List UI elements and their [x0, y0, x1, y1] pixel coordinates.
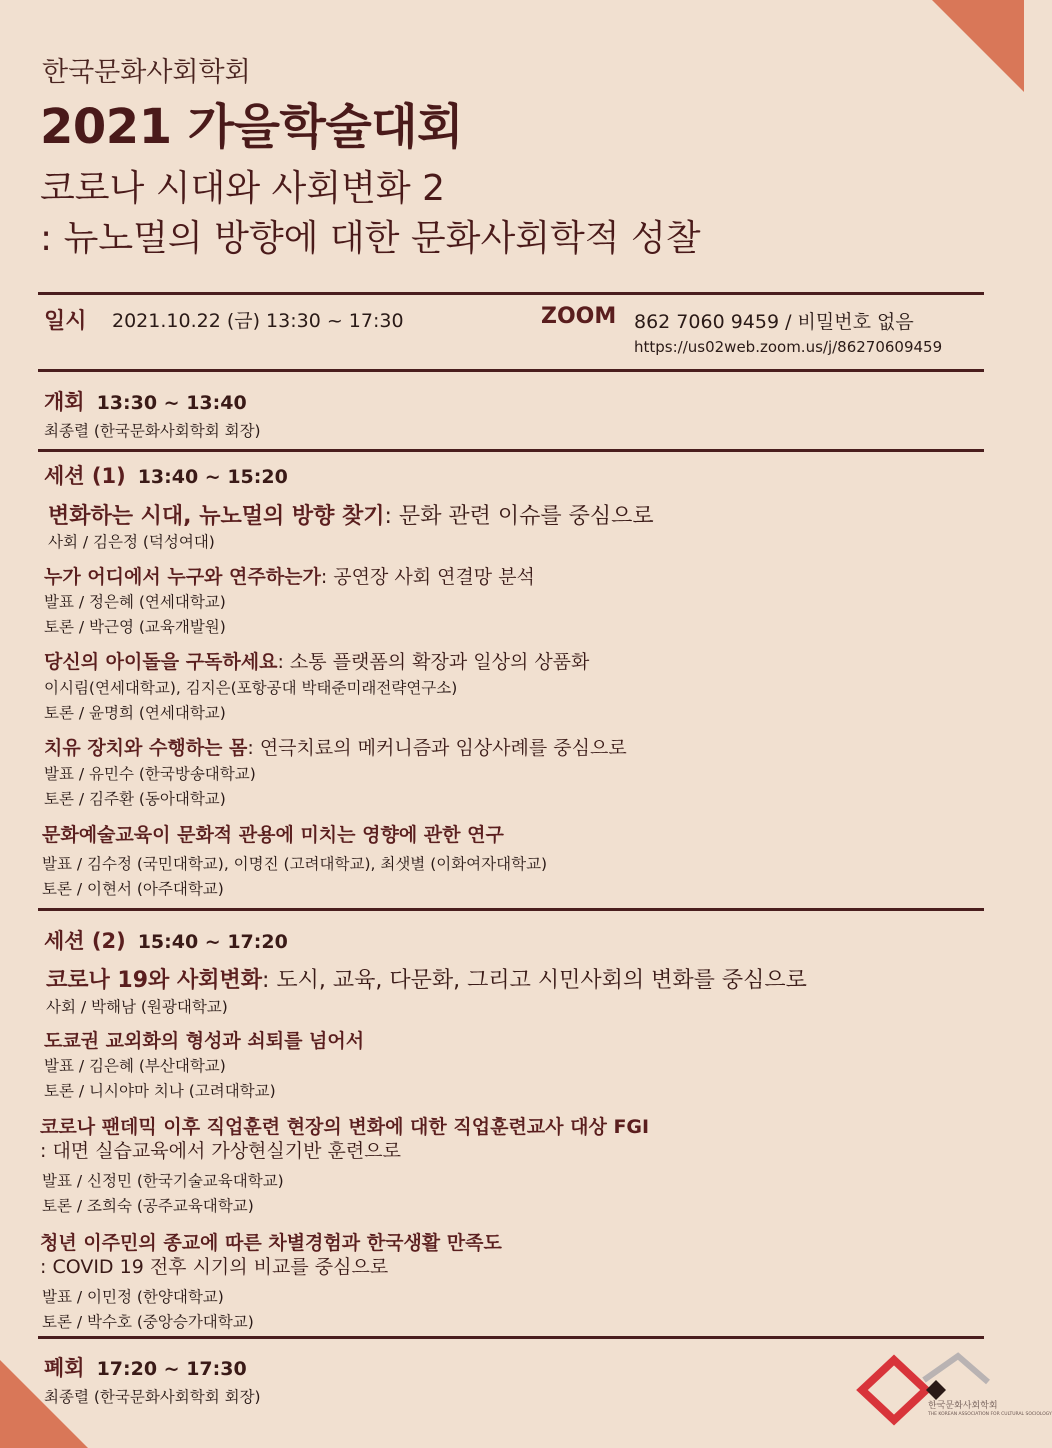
logo-grey-roof — [924, 1356, 988, 1382]
talk-title: 청년 이주민의 종교에 따른 차별경험과 한국생활 만족도 — [40, 1232, 502, 1254]
talk-title: 코로나 19와 사회변화 — [46, 968, 262, 993]
session2-talk-3-subtitle: : 대면 실습교육에서 가상현실기반 훈련으로 — [40, 1140, 401, 1162]
session2-talk-3-title — [40, 1112, 649, 1139]
divider — [38, 292, 984, 295]
talk-subtitle: : 공연장 사회 연결망 분석 — [320, 566, 535, 588]
org-name: 한국문화사회학회 — [42, 57, 251, 88]
talk-title: 치유 장치와 수행하는 몸 — [44, 737, 248, 759]
society-logo — [858, 1352, 1008, 1432]
session2-talk-4-subtitle: : COVID 19 전후 시기의 비교를 중심으로 — [40, 1256, 389, 1278]
talk-person: 발표 / 신정민 (한국기술교육대학교) — [42, 1172, 284, 1190]
closing-person: 최종렬 (한국문화사회학회 회장) — [44, 1388, 261, 1406]
talk-person: 토론 / 니시야마 치나 (고려대학교) — [44, 1082, 276, 1100]
closing-time: 17:20 ~ 17:30 — [96, 1358, 247, 1380]
talk-title: 코로나 팬데믹 이후 직업훈련 현장의 변화에 대한 직업훈련교사 대상 FGI — [40, 1116, 650, 1138]
opening-heading — [44, 386, 247, 416]
subtitle-line-2: : 뉴노멀의 방향에 대한 문화사회학적 성찰 — [40, 218, 701, 259]
logo-name: 한국문화사회학회 — [928, 1401, 998, 1411]
talk-person: 토론 / 조희숙 (공주교육대학교) — [42, 1197, 254, 1215]
closing-label: 폐회 — [44, 1356, 85, 1380]
divider — [38, 1336, 984, 1339]
session2-talk-1-title — [46, 963, 807, 994]
talk-person: 이시림(연세대학교), 김지은(포항공대 박태준미래전략연구소) — [44, 679, 458, 697]
talk-person: 사회 / 박해남 (원광대학교) — [46, 998, 228, 1016]
logo-english: THE KOREAN ASSOCIATION FOR CULTURAL SOCIOLOGY — [928, 1412, 1052, 1417]
talk-person: 토론 / 박근영 (교육개발원) — [44, 618, 226, 636]
talk-subtitle: : 소통 플랫폼의 확장과 일상의 상품화 — [277, 651, 590, 673]
talk-title: 변화하는 시대, 뉴노멀의 방향 찾기 — [48, 504, 385, 529]
zoom-url-link[interactable]: https://us02web.zoom.us/j/86270609459 — [634, 338, 943, 356]
talk-title: 누가 어디에서 누구와 연주하는가 — [44, 566, 321, 588]
talk-person: 발표 / 김수정 (국민대학교), 이명진 (고려대학교), 최샛별 (이화여자대학교) — [42, 855, 548, 873]
session2-talk-2-title — [44, 1026, 364, 1053]
closing-heading — [44, 1352, 247, 1382]
talk-person: 토론 / 박수호 (중앙승가대학교) — [42, 1313, 254, 1331]
divider — [38, 369, 984, 372]
logo-dark-diamond — [926, 1380, 946, 1400]
logo-red-diamond — [862, 1360, 926, 1420]
talk-subtitle: : 도시, 교육, 다문화, 그리고 시민사회의 변화를 중심으로 — [261, 968, 807, 993]
session2-heading — [44, 925, 288, 955]
talk-person: 사회 / 김은정 (덕성여대) — [48, 533, 215, 551]
talk-person: 토론 / 윤명희 (연세대학교) — [44, 704, 226, 722]
zoom-meeting-id: 862 7060 9459 / 비밀번호 없음 — [634, 311, 914, 333]
talk-person: 토론 / 이현서 (아주대학교) — [42, 880, 224, 898]
divider — [38, 449, 984, 452]
date-label: 일시 — [44, 309, 87, 334]
talk-person: 발표 / 유민수 (한국방송대학교) — [44, 765, 256, 783]
session1-label: 세션 (1) — [44, 464, 126, 488]
page-title: 2021 가을학술대회 — [40, 99, 464, 155]
session2-label: 세션 (2) — [44, 929, 126, 953]
talk-person: 토론 / 김주환 (동아대학교) — [44, 790, 226, 808]
subtitle-line-1: 코로나 시대와 사회변화 2 — [40, 168, 445, 209]
opening-person: 최종렬 (한국문화사회학회 회장) — [44, 422, 261, 440]
opening-label: 개회 — [44, 390, 85, 414]
session1-talk-4-title — [44, 733, 627, 760]
talk-person: 발표 / 이민정 (한양대학교) — [42, 1288, 224, 1306]
session1-talk-5-title — [42, 820, 504, 847]
session1-time: 13:40 ~ 15:20 — [137, 466, 288, 488]
talk-title: 도쿄권 교외화의 형성과 쇠퇴를 넘어서 — [44, 1030, 365, 1052]
talk-person: 발표 / 김은혜 (부산대학교) — [44, 1057, 226, 1075]
opening-time: 13:30 ~ 13:40 — [96, 392, 247, 414]
talk-title: 문화예술교육이 문화적 관용에 미치는 영향에 관한 연구 — [42, 824, 504, 846]
talk-subtitle: : 연극치료의 메커니즘과 임상사례를 중심으로 — [247, 737, 627, 759]
session1-talk-1-title — [48, 499, 654, 530]
session1-talk-2-title — [44, 562, 535, 589]
talk-person: 발표 / 정은혜 (연세대학교) — [44, 593, 226, 611]
session1-heading — [44, 460, 288, 490]
zoom-label: ZOOM — [541, 304, 617, 329]
session2-talk-4-title — [40, 1228, 502, 1255]
session2-time: 15:40 ~ 17:20 — [137, 931, 288, 953]
talk-title: 당신의 아이돌을 구독하세요 — [44, 651, 278, 673]
corner-triangle-top-right — [932, 0, 1024, 92]
talk-subtitle: : 문화 관련 이슈를 중심으로 — [384, 504, 654, 529]
session1-talk-3-title — [44, 647, 589, 674]
date-value: 2021.10.22 (금) 13:30 ~ 17:30 — [112, 310, 404, 332]
divider — [38, 908, 984, 911]
